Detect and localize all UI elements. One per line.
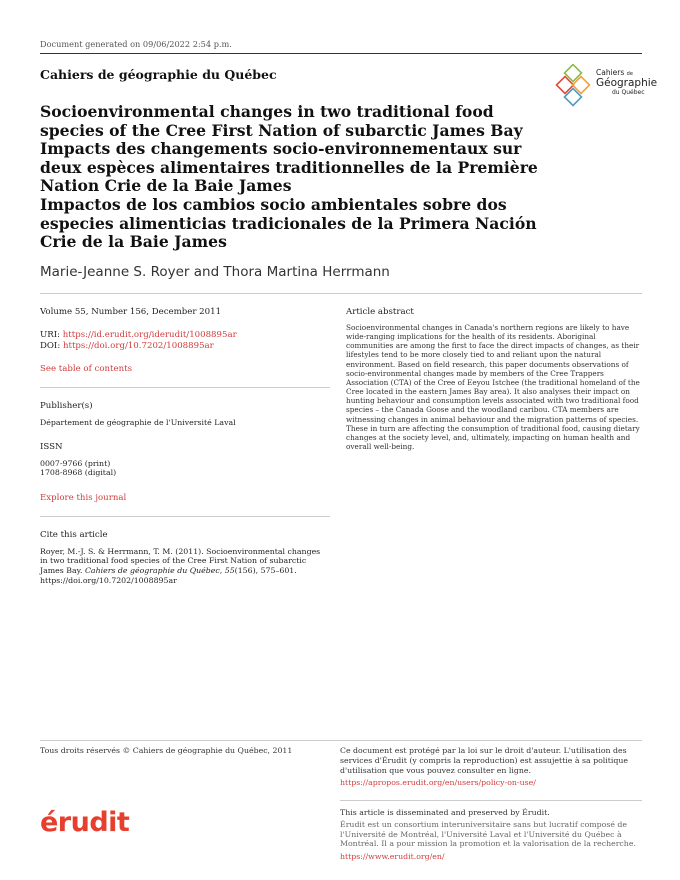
uri-link[interactable]: https://id.erudit.org/iderudit/1008895ar (62, 330, 237, 340)
journal-logo (553, 64, 658, 110)
dissemination-notice: This article is disseminated and preserved by Érudit. Érudit est un consortium interuniversitaire sans but lucratif composé de l'Université de Montréal, l'Université Laval et l'Université du Québec à Montréal. Il a pour mission la promotion et la valorisation de la recherche. https://www.erudit.org/en/ (340, 808, 636, 862)
top-divider (40, 53, 642, 54)
journal-name: Cahiers de géographie du Québec (40, 67, 277, 82)
issn-digital: 1708-8968 (digital) (40, 468, 117, 478)
publisher-name: Département de géographie de l'Université Laval (40, 418, 236, 427)
erudit-site-link[interactable]: https://www.erudit.org/en/ (340, 852, 445, 862)
logo-line-1: Cahiers de (596, 68, 633, 77)
citation-text: Royer, M.-J. S. & Herrmann, T. M. (2011). Socioenvironmental changes in two traditional food species of the Cree First Nation of subarctic James Bay. Cahiers de géographie du Québec, 55(156), 575–601. https://doi.org/10.7202/1008895ar (40, 546, 321, 585)
divider (40, 387, 330, 388)
doi-line: DOI: https://doi.org/10.7202/1008895ar (40, 341, 214, 351)
article-titles (40, 103, 560, 252)
issn-label: ISSN (40, 441, 63, 452)
title-spanish: Impactos de los cambios socio ambientales sobre dos especies alimenticias tradicionales de la Primera Nación Crie de la Baie James (40, 194, 537, 252)
copyright-notice: Tous droits réservés © Cahiers de géographie du Québec, 2011 (40, 746, 293, 755)
uri-line: URI: https://id.erudit.org/iderudit/1008895ar (40, 330, 237, 340)
volume-info: Volume 55, Number 156, December 2011 (40, 307, 222, 317)
abstract-column (346, 307, 642, 451)
abstract-label: Article abstract (346, 307, 414, 317)
logo-line-2: Géographie (596, 77, 658, 89)
erudit-logo: érudit (40, 807, 130, 838)
divider (40, 516, 330, 517)
policy-link[interactable]: https://apropos.erudit.org/en/users/policy-on-use/ (340, 778, 536, 788)
publisher-label: Publisher(s) (40, 401, 93, 411)
legal-notice: Ce document est protégé par la loi sur le droit d'auteur. L'utilisation des services d'Érudit (y compris la reproduction) est assujettie à sa politique d'utilisation que vous pouvez consulter en ligne. https://apropos.erudit.org/en/users/policy-on-use/ (340, 746, 629, 788)
explore-journal-link[interactable]: Explore this journal (40, 492, 127, 503)
doi-link[interactable]: https://doi.org/10.7202/1008895ar (62, 341, 214, 351)
cite-label: Cite this article (40, 529, 108, 540)
footer-divider-2 (340, 800, 642, 801)
issn-print: 0007-9766 (print) (40, 458, 111, 468)
article-info-column (40, 307, 330, 585)
header-divider (40, 293, 642, 294)
footer-divider (40, 740, 642, 741)
abstract-text: Socioenvironmental changes in Canada's northern regions are likely to have wide-ranging implications for the health of its residents. Aboriginal communities are among the first to face the direct impacts of changes, as their lifestyles tend to be more closely tied to and reliant upon the natural environment. Based on field research, this paper documents observations of socio-environmental changes made by members of the Cree Trappers Association (CTA) of the Cree of Eeyou Istchee (the traditional homeland of the Cree located in the eastern James Bay area). It also analyses their impact on hunting behaviour and consumption levels associated with two traditional food species – the Canada Goose and the woodland caribou. CTA members are witnessing changes in animal behaviour and the migration patterns of species. These in turn are affecting the consumption of traditional food, causing dietary changes at the society level, and, ultimately, impacting on human health and overall well-being. (346, 323, 640, 452)
generated-date: Document generated on 09/06/2022 2:54 p.m. (40, 39, 232, 49)
title-english: Socioenvironmental changes in two traditional food species of the Cree First Nation of subarctic James Bay (40, 102, 523, 140)
title-french: Impacts des changements socio-environnementaux sur deux espèces alimentaires traditionnelles de la Première Nation Crie de la Baie James (40, 139, 538, 196)
table-of-contents-link[interactable]: See table of contents (40, 364, 132, 374)
logo-line-3: du Québec (612, 88, 645, 96)
authors: Marie-Jeanne S. Royer and Thora Martina Herrmann (40, 264, 390, 280)
